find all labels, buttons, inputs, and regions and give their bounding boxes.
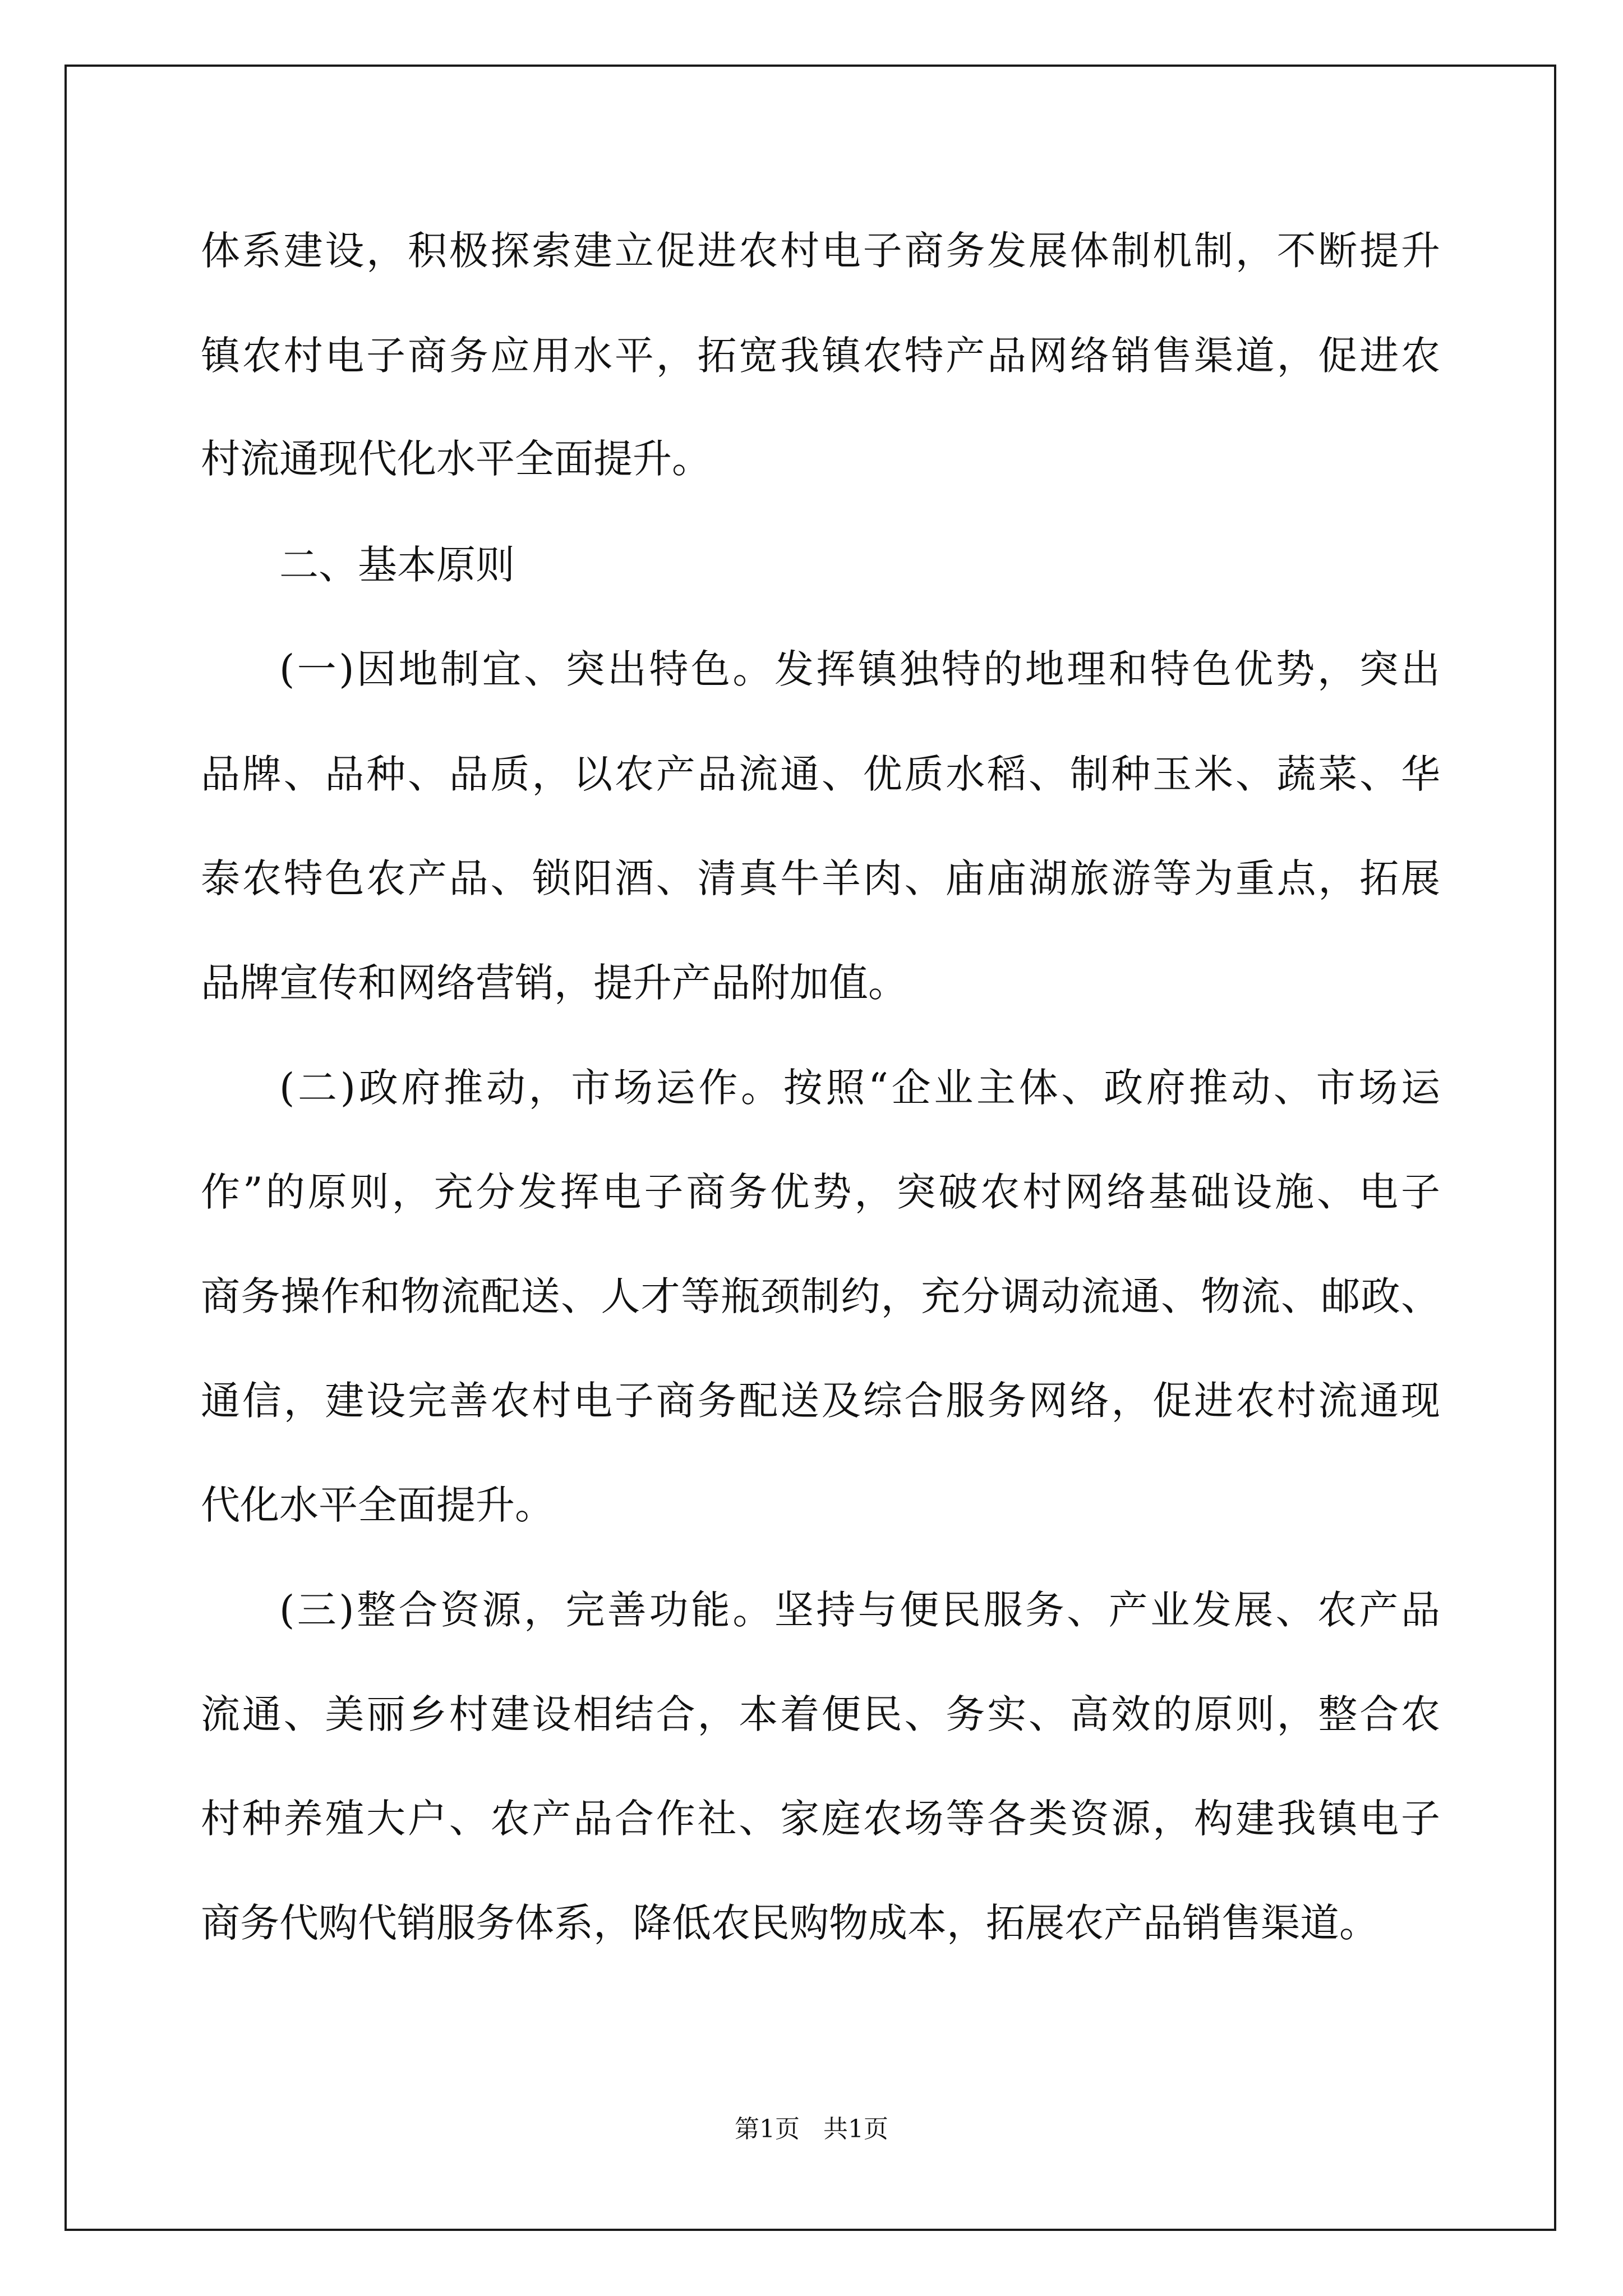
body-line: 商务代购代销服务体系，降低农民购物成本，拓展农产品销售渠道。 (201, 1900, 1378, 1946)
body-line: (一)因地制宜、突出特色。发挥镇独特的地理和特色优势，突出 (279, 646, 1440, 692)
section-heading: 二、基本原则 (279, 542, 515, 588)
page-footer: 第1页 共1页 (735, 2115, 888, 2143)
body-line: 镇农村电子商务应用水平，拓宽我镇农特产品网络销售渠道，促进农 (201, 333, 1440, 379)
body-line: 品牌宣传和网络营销，提升产品附加值。 (201, 960, 907, 1006)
body-line: 商务操作和物流配送、人才等瓶颈制约，充分调动流通、物流、邮政、 (201, 1273, 1440, 1319)
body-line: 通信，建设完善农村电子商务配送及综合服务网络，促进农村流通现 (201, 1378, 1440, 1424)
body-line: 体系建设，积极探索建立促进农村电子商务发展体制机制，不断提升 (201, 228, 1440, 274)
body-line: (三)整合资源，完善功能。坚持与便民服务、产业发展、农产品 (279, 1587, 1440, 1633)
body-line: 流通、美丽乡村建设相结合，本着便民、务实、高效的原则，整合农 (201, 1691, 1440, 1737)
body-line: 作”的原则，充分发挥电子商务优势，突破农村网络基础设施、电子 (201, 1169, 1440, 1215)
body-line: (二)政府推动，市场运作。按照“企业主体、政府推动、市场运 (279, 1065, 1440, 1111)
body-line: 品牌、品种、品质，以农产品流通、优质水稻、制种玉米、蔬菜、华 (201, 751, 1440, 797)
body-line: 代化水平全面提升。 (201, 1482, 554, 1528)
body-line: 村流通现代化水平全面提升。 (201, 436, 711, 482)
body-line: 泰农特色农产品、锁阳酒、清真牛羊肉、庙庙湖旅游等为重点，拓展 (201, 855, 1440, 901)
body-line: 村种养殖大户、农产品合作社、家庭农场等各类资源，构建我镇电子 (201, 1796, 1440, 1842)
